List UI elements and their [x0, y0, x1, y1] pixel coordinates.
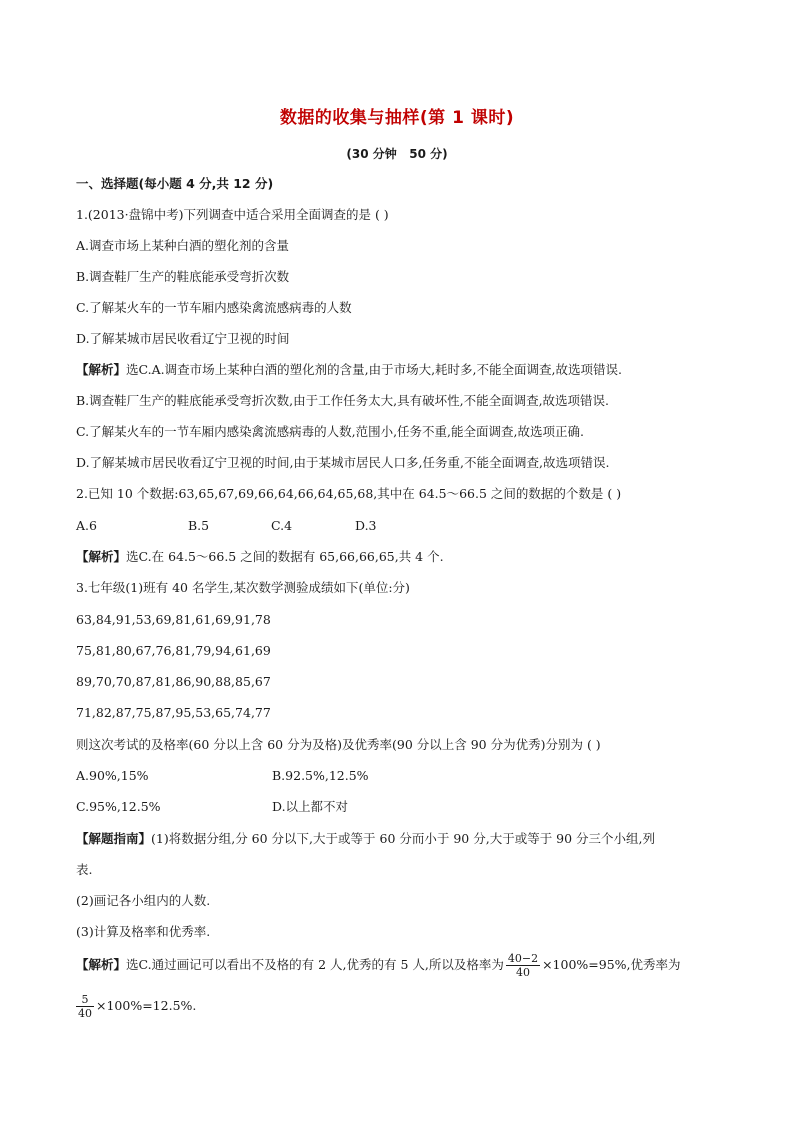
- q3-data-row-4: 71,82,87,75,87,95,53,65,74,77: [76, 705, 271, 720]
- q2-option-d: D.3: [355, 518, 377, 533]
- q2-stem: 2.已知 10 个数据:63,65,67,69,66,64,66,64,65,68,其中在 64.5～66.5 之间的数据的个数是 ( ): [76, 486, 622, 501]
- excellent-rate-fraction: [76, 993, 94, 1020]
- q2-option-c: C.4: [271, 518, 293, 533]
- q1-analysis-tag: 【解析】: [76, 362, 127, 377]
- q3-option-a: A.90%,15%: [76, 768, 149, 783]
- section-heading: 一、选择题(每小题 4 分,共 12 分): [76, 176, 274, 191]
- q1-option-c: C.了解某火车的一节车厢内感染禽流感病毒的人数: [76, 300, 352, 315]
- fraction-denominator: 40: [515, 966, 530, 979]
- q2-analysis-text: 选C.在 64.5～66.5 之间的数据有 65,66,66,65,共 4 个.: [126, 549, 444, 564]
- q1-analysis-line-4: D.了解某城市居民收看辽宁卫视的时间,由于某城市居民人口多,任务重,不能全面调查,故选项错误.: [76, 455, 610, 470]
- q3-data-row-1: 63,84,91,53,69,81,61,69,91,78: [76, 612, 271, 627]
- q1-analysis-text: 选C.A.调查市场上某种白酒的塑化剂的含量,由于市场大,耗时多,不能全面调查,故选项错误.: [126, 362, 622, 377]
- fraction-numerator: 5: [76, 993, 94, 1007]
- q2-option-a: A.6: [76, 518, 97, 533]
- page-title: 数据的收集与抽样(第 1 课时): [279, 108, 515, 128]
- q1-analysis-line-1: [76, 362, 622, 378]
- q3-option-d: D.以上都不对: [272, 799, 349, 814]
- q3-guide-line-2: 表.: [76, 862, 93, 877]
- q1-option-d: D.了解某城市居民收看辽宁卫视的时间: [76, 331, 290, 346]
- fraction-numerator: 40−2: [507, 952, 539, 965]
- q3-data-row-3: 89,70,70,87,81,86,90,88,85,67: [76, 674, 271, 689]
- q3-question: 则这次考试的及格率(60 分以上含 60 分为及格)及优秀率(90 分以上含 90 分为优秀)分别为 ( ): [76, 737, 601, 752]
- pass-rate-fraction: [506, 952, 540, 979]
- q3-guide-line-1: [76, 831, 655, 847]
- q3-analysis-pre: 选C.通过画记可以看出不及格的有 2 人,优秀的有 5 人,所以及格率为: [126, 957, 504, 972]
- q1-analysis-line-3: C.了解某火车的一节车厢内感染禽流感病毒的人数,范围小,任务不重,能全面调查,故选项正确.: [76, 424, 584, 439]
- q3-analysis-line-2: [76, 993, 196, 1020]
- page-subtitle: (30 分钟 50 分): [346, 147, 448, 161]
- q3-analysis-mid: ×100%=95%,优秀率为: [542, 957, 681, 972]
- q2-analysis-tag: 【解析】: [76, 549, 127, 564]
- q3-analysis-post: ×100%=12.5%.: [96, 998, 197, 1013]
- q3-guide-line-4: (3)计算及格率和优秀率.: [76, 924, 211, 939]
- q2-analysis: [76, 549, 444, 565]
- q1-analysis-line-2: B.调查鞋厂生产的鞋底能承受弯折次数,由于工作任务太大,具有破坏性,不能全面调查,故选项错误.: [76, 393, 610, 408]
- q3-option-b: B.92.5%,12.5%: [272, 768, 369, 783]
- q1-option-a: A.调查市场上某种白酒的塑化剂的含量: [76, 238, 290, 253]
- q2-option-b: B.5: [188, 518, 210, 533]
- q1-option-b: B.调查鞋厂生产的鞋底能承受弯折次数: [76, 269, 290, 284]
- q3-analysis-line-1: [76, 952, 681, 979]
- q3-analysis-tag: 【解析】: [76, 957, 127, 972]
- fraction-denominator: 40: [78, 1007, 92, 1020]
- q3-guide-line-3: (2)画记各小组内的人数.: [76, 893, 211, 908]
- q3-option-c: C.95%,12.5%: [76, 799, 161, 814]
- q3-guide-text: (1)将数据分组,分 60 分以下,大于或等于 60 分而小于 90 分,大于或等于 90 分三个小组,列: [151, 831, 656, 846]
- q3-guide-tag: 【解题指南】: [76, 831, 152, 846]
- q1-stem: 1.(2013·盘锦中考)下列调查中适合采用全面调查的是 ( ): [76, 207, 389, 222]
- q3-stem: 3.七年级(1)班有 40 名学生,某次数学测验成绩如下(单位:分): [76, 580, 410, 595]
- q3-data-row-2: 75,81,80,67,76,81,79,94,61,69: [76, 643, 271, 658]
